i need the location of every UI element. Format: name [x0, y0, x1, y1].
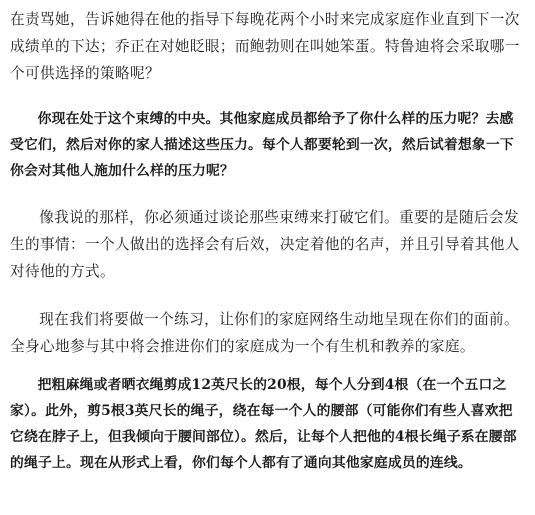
paragraph-pressure-exercise: 你现在处于这个束缚的中央。其他家庭成员都给予了你什么样的压力呢？去感受它们，然后对你的家人描述这些压力。每个人都要轮到一次，然后试着想象一下你会对其他人施加什么样的压力呢？: [10, 111, 514, 179]
paragraph-family-network-intro: 现在我们将要做一个练习，让你们的家庭网络生动地呈现在你们的面前。全身心地参与其中将会推进你们的家庭成为一个有生机和教养的家庭。: [10, 311, 519, 355]
paragraph-rope-instructions: 把粗麻绳或者晒衣绳剪成12英尺长的20根，每个人分到4根（在一个五口之家）。此外，剪5根3英尺长的绳子，绕在每一个人的腰部（可能你们有些人喜欢把它绕在脖子上，但我倾向于腰间部位）。然后，让每个人把他的4根长绳子系在腰部的绳子上。现在从形式上看，你们每个人都有了通向其他家庭成员的连线。: [10, 377, 517, 471]
paragraph-trudy-strategy: 在责骂她，告诉她得在他的指导下每晚花两个小时来完成家庭作业直到下一次成绩单的下达；乔正在对她眨眼；而鲍勃则在叫她笨蛋。特鲁迪将会采取哪一个可供选择的策略呢？: [10, 11, 520, 82]
paragraph-breaking-binds: 像我说的那样，你必须通过谈论那些束缚来打破它们。重要的是随后会发生的事情：一个人做出的选择会有后效，决定着他的名声，并且引导着其他人对待他的方式。: [10, 209, 520, 280]
